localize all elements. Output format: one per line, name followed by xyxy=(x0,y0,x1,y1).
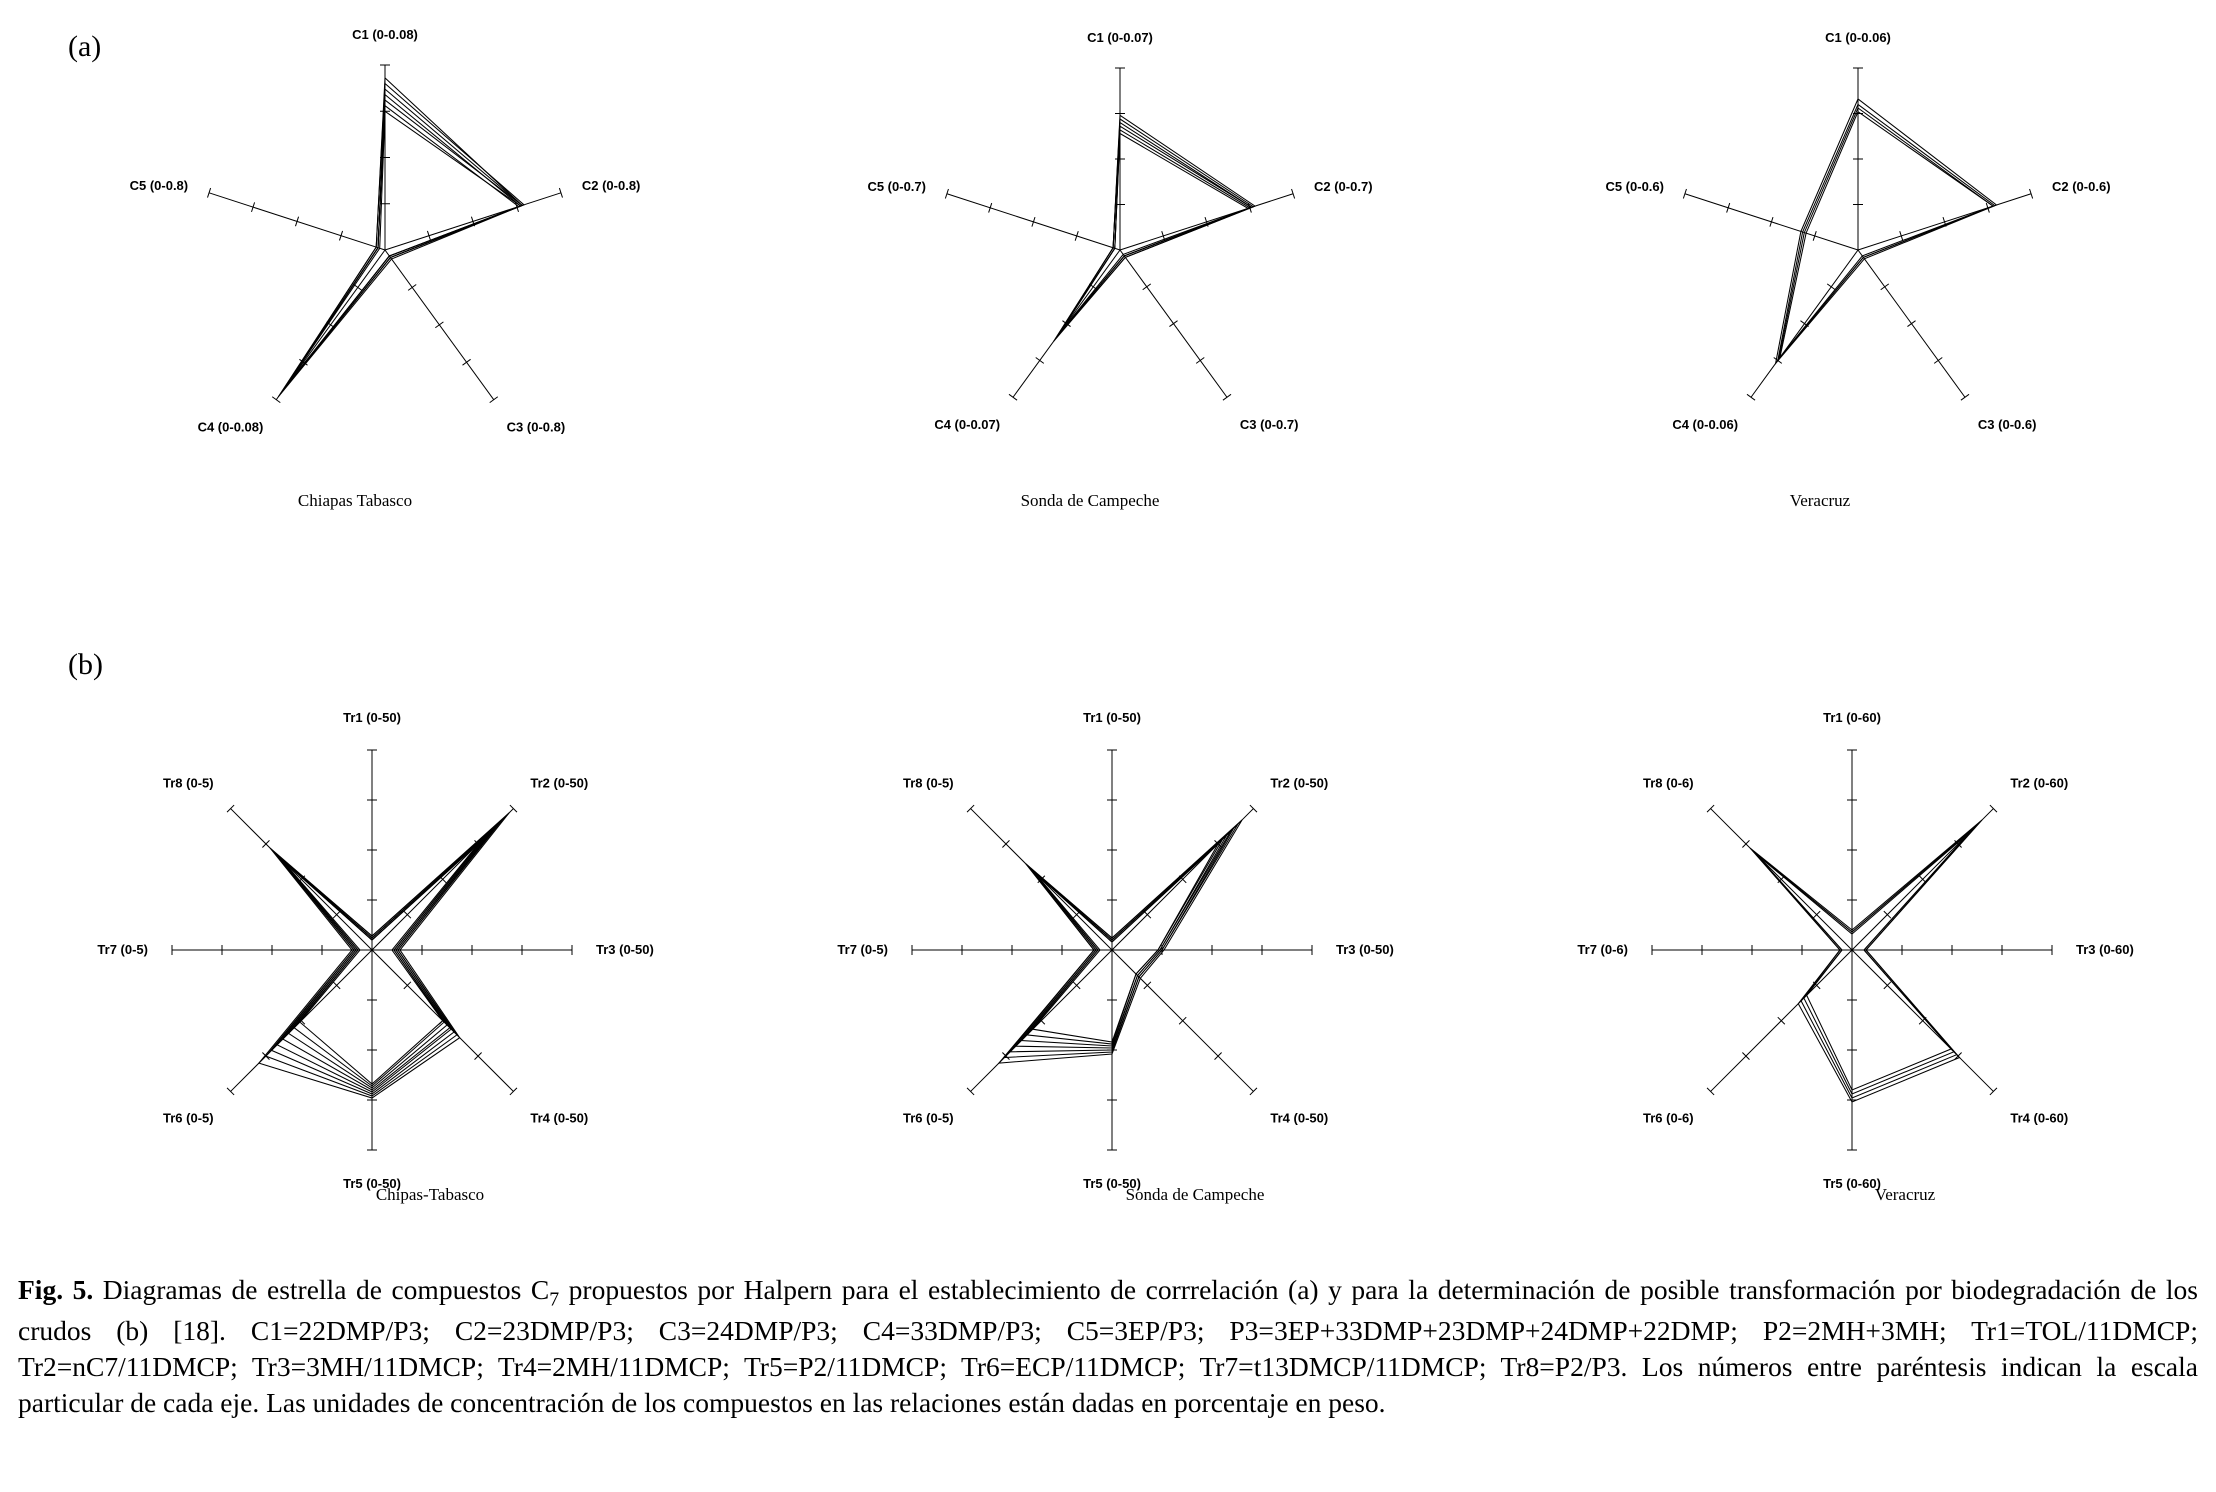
axis-label-tr3: Tr3 (0-50) xyxy=(596,942,654,957)
figure-caption xyxy=(18,1272,2198,1420)
axis-label-c2: C2 (0-0.6) xyxy=(2052,178,2111,194)
axis-label-tr2: Tr2 (0-60) xyxy=(2010,775,2069,791)
axis-label-c5: C5 (0-0.7) xyxy=(867,178,926,194)
center-label: Chiapas Tabasco xyxy=(297,491,413,510)
axis-label-tr2: Tr2 (0-50) xyxy=(530,775,589,791)
series-polygon xyxy=(1753,824,1978,1098)
axis-label-c3: C3 (0-0.7) xyxy=(1239,417,1299,433)
center-label: Veracruz xyxy=(1789,491,1851,510)
axis-label-c4: C4 (0-0.06) xyxy=(1672,417,1739,433)
center-label: Veracruz xyxy=(1874,1185,1936,1204)
axis-label-c1: C1 (0-0.06) xyxy=(1825,30,1891,45)
axis-label-tr6: Tr6 (0-6) xyxy=(1643,1110,1694,1126)
series-polygon xyxy=(1754,828,1973,1094)
series-polygon xyxy=(1057,123,1252,337)
axis-label-c4: C4 (0-0.07) xyxy=(934,417,1001,433)
series-polygon xyxy=(1059,130,1250,334)
axis-label-c3: C3 (0-0.6) xyxy=(1977,417,2037,433)
axis-label-c2: C2 (0-0.7) xyxy=(1314,178,1373,194)
axis-label-c1: C1 (0-0.08) xyxy=(352,27,418,42)
axis-label-c1: C1 (0-0.07) xyxy=(1087,30,1153,45)
axis-label-c5: C5 (0-0.8) xyxy=(129,178,189,194)
star-chart-b3 xyxy=(1480,620,2216,1260)
star-chart-b2 xyxy=(740,620,1480,1260)
row-a-letter: (a) xyxy=(68,30,102,63)
series-polygon xyxy=(1058,126,1252,335)
axis-label-tr4: Tr4 (0-50) xyxy=(1270,1110,1329,1126)
series-polygon xyxy=(1054,115,1255,341)
axis-label-tr7: Tr7 (0-5) xyxy=(837,942,888,957)
axis-label-tr1: Tr1 (0-50) xyxy=(343,710,401,725)
star-chart-a3 xyxy=(1480,0,2216,600)
figure-label: Fig. 5. xyxy=(18,1274,94,1305)
star-chart-b1 xyxy=(0,620,740,1260)
axis-label-tr7: Tr7 (0-5) xyxy=(97,942,148,957)
axis-label-tr2: Tr2 (0-50) xyxy=(1270,775,1329,791)
axis-label-tr6: Tr6 (0-5) xyxy=(903,1110,954,1126)
series-polygon xyxy=(1056,119,1254,338)
series-polygon xyxy=(1778,104,1995,360)
row-b-letter: (b) xyxy=(68,648,103,681)
star-chart-a2 xyxy=(740,0,1480,600)
series-polygon xyxy=(1060,134,1248,333)
axis-label-c4: C4 (0-0.08) xyxy=(197,419,264,435)
axis-label-tr1: Tr1 (0-60) xyxy=(1823,710,1881,725)
center-label: Sonda de Campeche xyxy=(1125,1185,1265,1204)
axis-label-tr6: Tr6 (0-5) xyxy=(163,1110,214,1126)
axis-label-c5: C5 (0-0.6) xyxy=(1605,178,1664,194)
axis-label-tr8: Tr8 (0-6) xyxy=(1643,775,1694,791)
axis-label-tr3: Tr3 (0-50) xyxy=(1336,942,1394,957)
axis-label-tr7: Tr7 (0-6) xyxy=(1577,942,1628,957)
center-label: Sonda de Campeche xyxy=(1020,491,1160,510)
axis-label-tr5: Tr5 (0-50) xyxy=(1083,1176,1141,1191)
star-chart-a1 xyxy=(0,0,740,600)
axis-label-tr4: Tr4 (0-60) xyxy=(2010,1110,2069,1126)
axis-label-tr5: Tr5 (0-50) xyxy=(343,1176,401,1191)
series-polygon xyxy=(1750,820,1982,1102)
axis-label-tr8: Tr8 (0-5) xyxy=(163,775,214,791)
axis-label-tr3: Tr3 (0-60) xyxy=(2076,942,2134,957)
axis-label-tr4: Tr4 (0-50) xyxy=(530,1110,589,1126)
axis-label-c2: C2 (0-0.8) xyxy=(581,178,641,194)
axis-label-c3: C3 (0-0.8) xyxy=(506,419,566,435)
figure-caption-text: Diagramas de estrella de compuestos $C_7$ propuestos por Halpern para el establecimiento de corrrelación (a) y para la determinación de posible transformación por biodegradación de los crudos (b) [18]. C1=22DMP/P3; C2=23DMP/P3; C3=24DMP/P3; C4=33DMP/P3; C5=3EP/P3; P3=3EP+33DMP+23DMP+24DMP+22DMP; P2=2MH+3MH; Tr1=TOL/11DMCP; Tr2=nC7/11DMCP; Tr3=3MH/11DMCP; Tr4=2MH/11DMCP; Tr5=P2/11DMCP; Tr6=ECP/11DMCP; Tr7=t13DMCP/11DMCP; Tr8=P2/P3. Los números entre paréntesis indican la escala particular de cada eje. Las unidades de concentración de los compuestos en las relaciones están dadas en porcentaje en peso. xyxy=(18,1274,2198,1418)
axis-label-tr8: Tr8 (0-5) xyxy=(903,775,954,791)
axis-label-tr1: Tr1 (0-50) xyxy=(1083,710,1141,725)
center-label: Chipas-Tabasco xyxy=(375,1185,485,1204)
axis-label-tr5: Tr5 (0-60) xyxy=(1823,1176,1881,1191)
